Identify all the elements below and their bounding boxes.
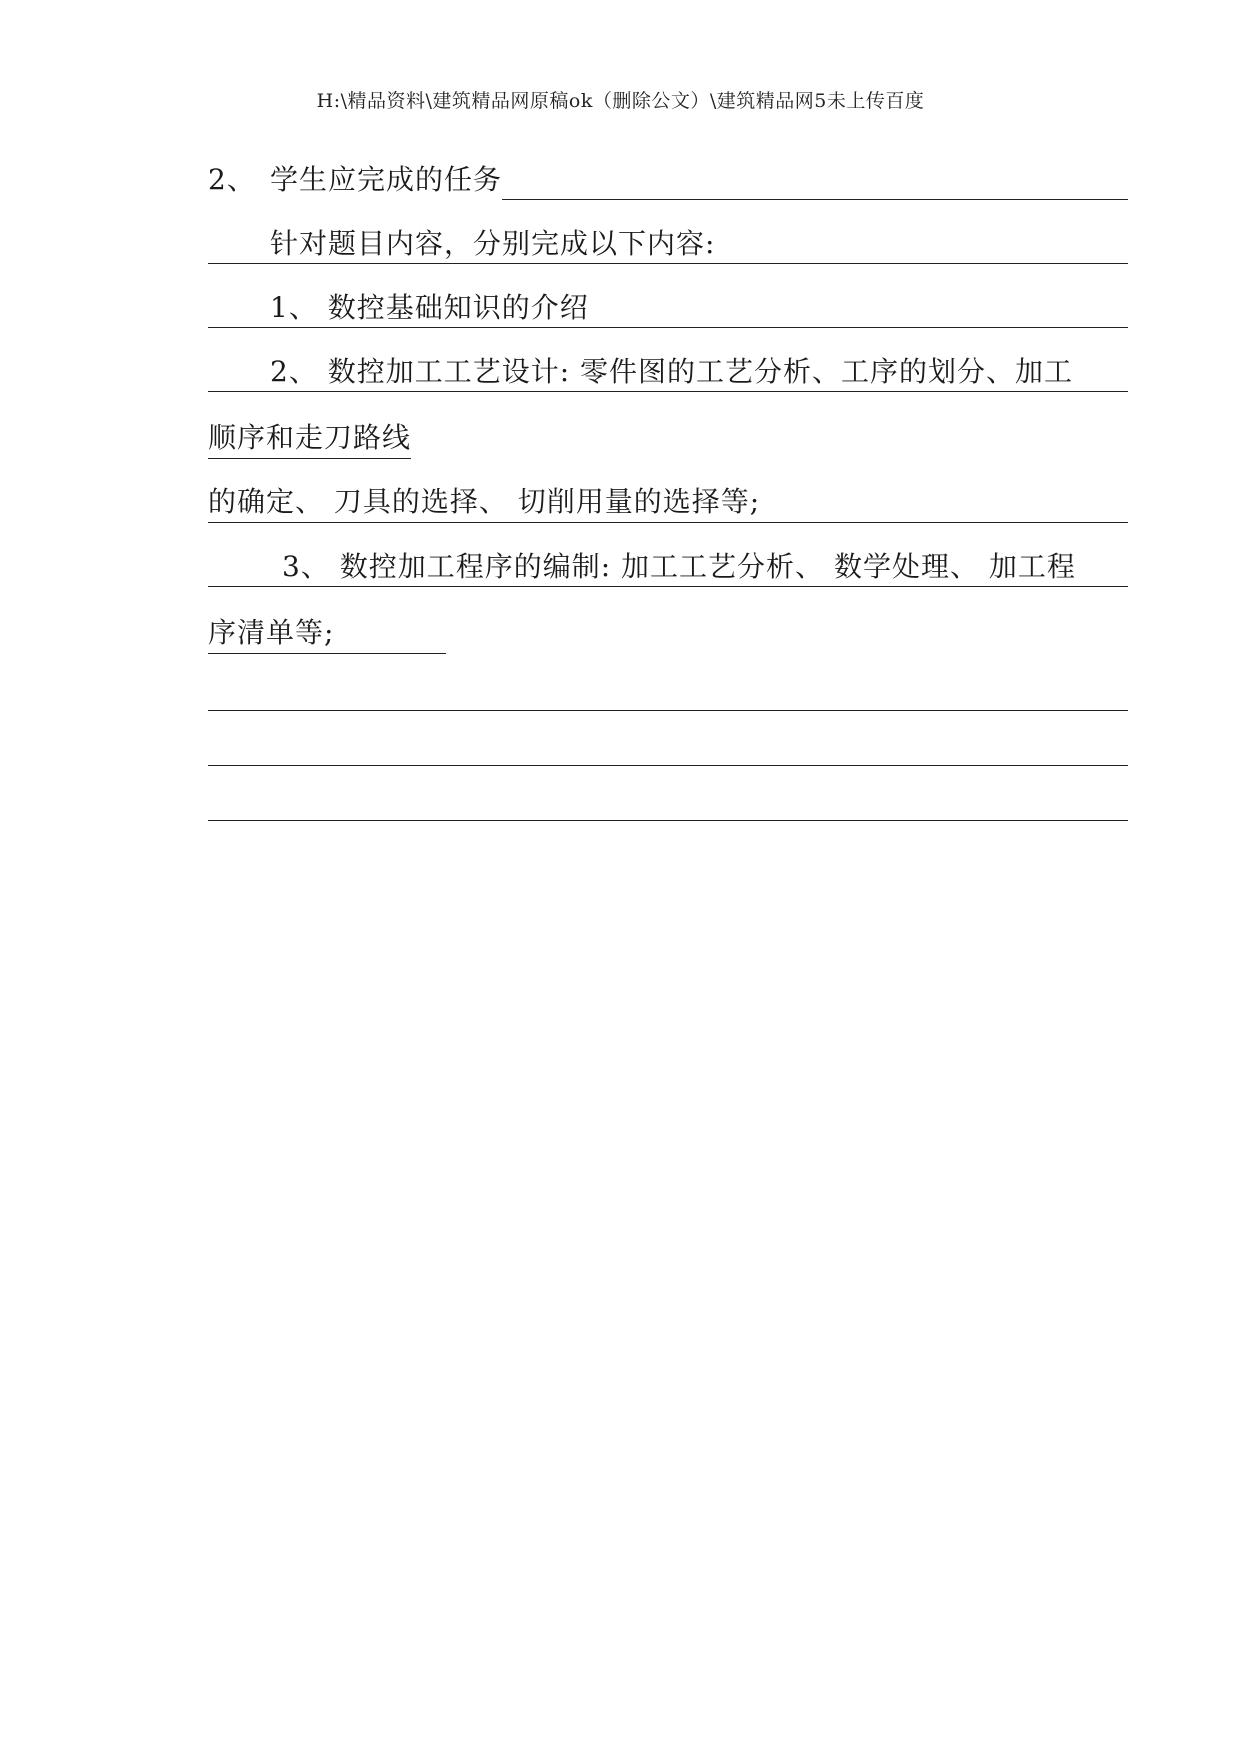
task-item-1: 1、 数控基础知识的介绍 <box>208 288 1128 328</box>
task-item-2-cont <box>208 418 1128 458</box>
section-number: 2、 <box>208 163 256 196</box>
document-path-header: H:\精品资料\建筑精品网原稿ok（删除公文）\建筑精品网5未上传百度 <box>316 90 925 112</box>
section-title: 学生应完成的任务 <box>270 163 503 196</box>
task-item-2: 2、 数控加工工艺设计: 零件图的工艺分析、工序的划分、加工 <box>208 352 1128 392</box>
task-item-3-cont-text: 序清单等; <box>208 613 446 654</box>
task-item-2-cont-text: 顺序和走刀路线 <box>208 418 411 459</box>
task-item-3-cont <box>208 613 1128 653</box>
task-section <box>208 160 1128 821</box>
task-item-3: 3、 数控加工程序的编制: 加工工艺分析、 数学处理、 加工程 <box>208 547 1128 587</box>
blank-line-1 <box>208 710 1128 711</box>
task-item-2-end: 的确定、 刀具的选择、 切削用量的选择等; <box>208 482 1128 523</box>
section-heading <box>208 160 1128 200</box>
title-underline <box>502 163 1128 200</box>
blank-line-3 <box>208 820 1128 821</box>
blank-line-2 <box>208 765 1128 766</box>
task-intro: 针对题目内容，分别完成以下内容: <box>208 224 1128 264</box>
